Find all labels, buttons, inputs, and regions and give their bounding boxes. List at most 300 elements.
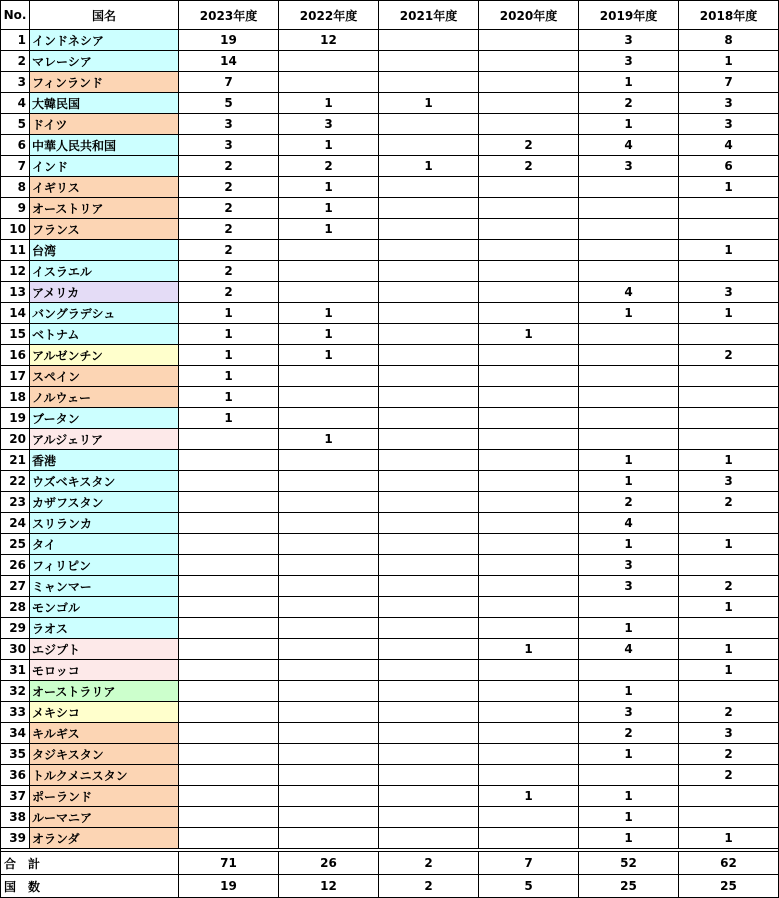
- row-number: 5: [1, 114, 30, 135]
- header-2018: 2018年度: [679, 1, 779, 30]
- count-cell: [179, 471, 279, 492]
- count-cell: [379, 576, 479, 597]
- country-count-cell: 25: [579, 875, 679, 898]
- country-name: エジプト: [30, 639, 179, 660]
- count-cell: 4: [679, 135, 779, 156]
- count-cell: 2: [579, 723, 679, 744]
- count-cell: [579, 408, 679, 429]
- count-cell: [379, 30, 479, 51]
- count-cell: 2: [179, 177, 279, 198]
- country-count-row: [1, 875, 779, 898]
- count-cell: 14: [179, 51, 279, 72]
- count-cell: [279, 744, 379, 765]
- count-cell: [379, 387, 479, 408]
- count-cell: 2: [279, 156, 379, 177]
- count-cell: 8: [679, 30, 779, 51]
- header-row: [1, 1, 779, 30]
- count-cell: 2: [479, 156, 579, 177]
- count-cell: 2: [579, 93, 679, 114]
- table-row: [1, 177, 779, 198]
- row-number: 33: [1, 702, 30, 723]
- table-row: [1, 723, 779, 744]
- count-cell: 3: [579, 51, 679, 72]
- count-cell: [479, 765, 579, 786]
- totals-cell: 7: [479, 852, 579, 875]
- table-row: [1, 387, 779, 408]
- count-cell: [679, 681, 779, 702]
- country-name: インド: [30, 156, 179, 177]
- count-cell: [379, 177, 479, 198]
- row-number: 14: [1, 303, 30, 324]
- count-cell: [679, 513, 779, 534]
- totals-label: 合計: [1, 852, 179, 875]
- row-number: 22: [1, 471, 30, 492]
- count-cell: [279, 51, 379, 72]
- country-name: オーストリア: [30, 198, 179, 219]
- count-cell: [279, 828, 379, 849]
- count-cell: [579, 366, 679, 387]
- row-number: 25: [1, 534, 30, 555]
- count-cell: [179, 429, 279, 450]
- row-number: 30: [1, 639, 30, 660]
- row-number: 38: [1, 807, 30, 828]
- count-cell: [179, 576, 279, 597]
- count-cell: [279, 450, 379, 471]
- totals-cell: 26: [279, 852, 379, 875]
- row-number: 12: [1, 261, 30, 282]
- country-name: トルクメニスタン: [30, 765, 179, 786]
- count-cell: 1: [679, 450, 779, 471]
- row-number: 6: [1, 135, 30, 156]
- table-row: [1, 72, 779, 93]
- count-cell: [479, 576, 579, 597]
- count-cell: [579, 387, 679, 408]
- table-row: [1, 618, 779, 639]
- country-name: マレーシア: [30, 51, 179, 72]
- count-cell: 1: [579, 471, 679, 492]
- count-cell: [479, 93, 579, 114]
- country-name: 香港: [30, 450, 179, 471]
- count-cell: 1: [579, 72, 679, 93]
- count-cell: [579, 198, 679, 219]
- row-number: 23: [1, 492, 30, 513]
- count-cell: [579, 660, 679, 681]
- count-cell: [179, 702, 279, 723]
- count-cell: [179, 723, 279, 744]
- country-name: 台湾: [30, 240, 179, 261]
- count-cell: [379, 786, 479, 807]
- count-cell: 2: [679, 702, 779, 723]
- count-cell: 1: [579, 114, 679, 135]
- row-number: 28: [1, 597, 30, 618]
- count-cell: 1: [679, 534, 779, 555]
- count-cell: [379, 450, 479, 471]
- count-cell: [479, 534, 579, 555]
- count-cell: 1: [579, 450, 679, 471]
- count-cell: 2: [179, 156, 279, 177]
- count-cell: [679, 429, 779, 450]
- country-name: キルギス: [30, 723, 179, 744]
- count-cell: [679, 366, 779, 387]
- count-cell: [379, 135, 479, 156]
- country-name: ポーランド: [30, 786, 179, 807]
- country-name: フランス: [30, 219, 179, 240]
- table-row: [1, 30, 779, 51]
- count-cell: 2: [679, 576, 779, 597]
- count-cell: [279, 555, 379, 576]
- country-name: オランダ: [30, 828, 179, 849]
- count-cell: 1: [679, 177, 779, 198]
- count-cell: [479, 261, 579, 282]
- count-cell: [179, 681, 279, 702]
- count-cell: [379, 723, 479, 744]
- count-cell: [379, 597, 479, 618]
- count-cell: [279, 660, 379, 681]
- count-cell: 1: [679, 240, 779, 261]
- count-cell: 1: [679, 660, 779, 681]
- count-cell: [379, 261, 479, 282]
- table-row: [1, 408, 779, 429]
- count-cell: [179, 492, 279, 513]
- row-number: 20: [1, 429, 30, 450]
- count-cell: 1: [579, 681, 679, 702]
- count-cell: 1: [279, 198, 379, 219]
- count-cell: [179, 450, 279, 471]
- count-cell: [379, 408, 479, 429]
- country-name: ミャンマー: [30, 576, 179, 597]
- count-cell: [279, 765, 379, 786]
- count-cell: [379, 492, 479, 513]
- count-cell: [279, 387, 379, 408]
- count-cell: [379, 324, 479, 345]
- country-count-cell: 2: [379, 875, 479, 898]
- totals-row: [1, 852, 779, 875]
- count-cell: [479, 807, 579, 828]
- country-name: タイ: [30, 534, 179, 555]
- row-number: 32: [1, 681, 30, 702]
- count-cell: [379, 681, 479, 702]
- table-row: [1, 471, 779, 492]
- count-cell: [279, 681, 379, 702]
- row-number: 19: [1, 408, 30, 429]
- count-cell: [479, 744, 579, 765]
- table-row: [1, 240, 779, 261]
- count-cell: [379, 240, 479, 261]
- count-cell: 1: [479, 324, 579, 345]
- country-name: ルーマニア: [30, 807, 179, 828]
- count-cell: [579, 177, 679, 198]
- count-cell: 3: [179, 135, 279, 156]
- count-cell: [279, 366, 379, 387]
- count-cell: [679, 261, 779, 282]
- count-cell: [279, 261, 379, 282]
- count-cell: 1: [679, 639, 779, 660]
- count-cell: [479, 198, 579, 219]
- count-cell: 1: [279, 345, 379, 366]
- country-name: モンゴル: [30, 597, 179, 618]
- row-number: 3: [1, 72, 30, 93]
- count-cell: 7: [179, 72, 279, 93]
- country-name: フィンランド: [30, 72, 179, 93]
- count-cell: 2: [179, 282, 279, 303]
- country-name: モロッコ: [30, 660, 179, 681]
- count-cell: 1: [179, 345, 279, 366]
- count-cell: [179, 807, 279, 828]
- count-cell: [479, 618, 579, 639]
- count-cell: [479, 345, 579, 366]
- count-cell: 1: [279, 135, 379, 156]
- table-row: [1, 429, 779, 450]
- count-cell: 1: [579, 828, 679, 849]
- country-name: 中華人民共和国: [30, 135, 179, 156]
- count-cell: 1: [479, 639, 579, 660]
- count-cell: 3: [679, 93, 779, 114]
- count-cell: [379, 534, 479, 555]
- country-count-label: 国数: [1, 875, 179, 898]
- row-number: 36: [1, 765, 30, 786]
- count-cell: [479, 303, 579, 324]
- table-row: [1, 261, 779, 282]
- count-cell: [279, 492, 379, 513]
- count-cell: [379, 639, 479, 660]
- count-cell: 4: [579, 135, 679, 156]
- table-row: [1, 492, 779, 513]
- count-cell: 1: [579, 744, 679, 765]
- count-cell: [479, 408, 579, 429]
- count-cell: [479, 492, 579, 513]
- count-cell: 3: [579, 576, 679, 597]
- table-row: [1, 513, 779, 534]
- table-row: [1, 93, 779, 114]
- count-cell: 6: [679, 156, 779, 177]
- count-cell: 3: [579, 702, 679, 723]
- row-number: 35: [1, 744, 30, 765]
- count-cell: [579, 261, 679, 282]
- count-cell: [379, 198, 479, 219]
- header-2023: 2023年度: [179, 1, 279, 30]
- count-cell: 1: [579, 786, 679, 807]
- count-cell: [679, 324, 779, 345]
- count-cell: [179, 786, 279, 807]
- count-cell: 2: [679, 744, 779, 765]
- table-row: [1, 639, 779, 660]
- count-cell: [279, 72, 379, 93]
- count-cell: [679, 198, 779, 219]
- table-row: [1, 366, 779, 387]
- count-cell: [279, 702, 379, 723]
- count-cell: [179, 639, 279, 660]
- country-count-cell: 25: [679, 875, 779, 898]
- count-cell: 1: [579, 618, 679, 639]
- country-name: カザフスタン: [30, 492, 179, 513]
- row-number: 1: [1, 30, 30, 51]
- count-cell: [579, 597, 679, 618]
- count-cell: 1: [279, 303, 379, 324]
- count-cell: [379, 114, 479, 135]
- table-row: [1, 660, 779, 681]
- count-cell: [479, 240, 579, 261]
- count-cell: 1: [379, 156, 479, 177]
- count-cell: 1: [279, 177, 379, 198]
- country-name: ドイツ: [30, 114, 179, 135]
- count-cell: [279, 534, 379, 555]
- count-cell: 4: [579, 513, 679, 534]
- count-cell: [279, 723, 379, 744]
- count-cell: [179, 765, 279, 786]
- row-number: 17: [1, 366, 30, 387]
- count-cell: 2: [579, 492, 679, 513]
- country-name: ベトナム: [30, 324, 179, 345]
- count-cell: [579, 765, 679, 786]
- country-name: イスラエル: [30, 261, 179, 282]
- table-row: [1, 786, 779, 807]
- totals-cell: 71: [179, 852, 279, 875]
- count-cell: 1: [479, 786, 579, 807]
- count-cell: [279, 618, 379, 639]
- count-cell: [279, 576, 379, 597]
- count-cell: 1: [179, 387, 279, 408]
- country-count-cell: 19: [179, 875, 279, 898]
- count-cell: 1: [579, 807, 679, 828]
- count-cell: 3: [579, 30, 679, 51]
- row-number: 29: [1, 618, 30, 639]
- country-name: バングラデシュ: [30, 303, 179, 324]
- count-cell: [479, 828, 579, 849]
- table-row: [1, 135, 779, 156]
- count-cell: [179, 618, 279, 639]
- country-name: ラオス: [30, 618, 179, 639]
- table-row: [1, 534, 779, 555]
- header-no: No.: [1, 1, 30, 30]
- row-number: 2: [1, 51, 30, 72]
- count-cell: 19: [179, 30, 279, 51]
- count-cell: [279, 597, 379, 618]
- count-cell: 3: [679, 471, 779, 492]
- count-cell: [479, 177, 579, 198]
- count-cell: [379, 702, 479, 723]
- country-name: ウズベキスタン: [30, 471, 179, 492]
- count-cell: 12: [279, 30, 379, 51]
- count-cell: [179, 597, 279, 618]
- table-row: [1, 282, 779, 303]
- count-cell: 1: [679, 597, 779, 618]
- table-row: [1, 597, 779, 618]
- country-name: ブータン: [30, 408, 179, 429]
- row-number: 8: [1, 177, 30, 198]
- count-cell: 1: [579, 534, 679, 555]
- count-cell: [579, 429, 679, 450]
- header-2019: 2019年度: [579, 1, 679, 30]
- country-name: フィリピン: [30, 555, 179, 576]
- country-name: ノルウェー: [30, 387, 179, 408]
- count-cell: 2: [679, 765, 779, 786]
- count-cell: [479, 72, 579, 93]
- table-row: [1, 450, 779, 471]
- table-row: [1, 702, 779, 723]
- header-2020: 2020年度: [479, 1, 579, 30]
- table-row: [1, 765, 779, 786]
- table-row: [1, 744, 779, 765]
- header-country: 国名: [30, 1, 179, 30]
- row-number: 11: [1, 240, 30, 261]
- country-name: アルジェリア: [30, 429, 179, 450]
- count-cell: [379, 744, 479, 765]
- count-cell: [379, 219, 479, 240]
- count-cell: 1: [679, 51, 779, 72]
- count-cell: [379, 618, 479, 639]
- header-2021: 2021年度: [379, 1, 479, 30]
- count-cell: 1: [179, 303, 279, 324]
- count-cell: [379, 765, 479, 786]
- count-cell: [279, 282, 379, 303]
- row-number: 27: [1, 576, 30, 597]
- count-cell: [679, 786, 779, 807]
- count-cell: 1: [679, 828, 779, 849]
- count-cell: [179, 555, 279, 576]
- count-cell: [479, 660, 579, 681]
- table-row: [1, 156, 779, 177]
- count-cell: 1: [279, 429, 379, 450]
- count-cell: 3: [579, 555, 679, 576]
- country-count-cell: 12: [279, 875, 379, 898]
- table-body: [1, 30, 779, 849]
- count-cell: [279, 639, 379, 660]
- count-cell: [479, 555, 579, 576]
- table-row: [1, 576, 779, 597]
- table-row: [1, 219, 779, 240]
- row-number: 10: [1, 219, 30, 240]
- count-cell: 2: [179, 219, 279, 240]
- count-cell: [279, 807, 379, 828]
- count-cell: 7: [679, 72, 779, 93]
- count-cell: [379, 366, 479, 387]
- country-name: メキシコ: [30, 702, 179, 723]
- count-cell: [379, 303, 479, 324]
- count-cell: [179, 660, 279, 681]
- country-name: 大韓民国: [30, 93, 179, 114]
- count-cell: [379, 471, 479, 492]
- count-cell: [479, 282, 579, 303]
- count-cell: 1: [179, 366, 279, 387]
- table-row: [1, 555, 779, 576]
- country-name: イギリス: [30, 177, 179, 198]
- count-cell: [279, 513, 379, 534]
- row-number: 16: [1, 345, 30, 366]
- count-cell: 3: [679, 723, 779, 744]
- count-cell: [679, 219, 779, 240]
- country-name: アルゼンチン: [30, 345, 179, 366]
- count-cell: [379, 807, 479, 828]
- country-name: アメリカ: [30, 282, 179, 303]
- row-number: 13: [1, 282, 30, 303]
- count-cell: [179, 744, 279, 765]
- row-number: 24: [1, 513, 30, 534]
- count-cell: 2: [179, 198, 279, 219]
- table-row: [1, 807, 779, 828]
- totals-cell: 52: [579, 852, 679, 875]
- country-name: オーストラリア: [30, 681, 179, 702]
- count-cell: 3: [679, 114, 779, 135]
- row-number: 7: [1, 156, 30, 177]
- count-cell: 1: [679, 303, 779, 324]
- count-cell: [479, 30, 579, 51]
- count-cell: 3: [279, 114, 379, 135]
- country-name: タジキスタン: [30, 744, 179, 765]
- table-row: [1, 345, 779, 366]
- row-number: 21: [1, 450, 30, 471]
- count-cell: [479, 471, 579, 492]
- count-cell: [479, 219, 579, 240]
